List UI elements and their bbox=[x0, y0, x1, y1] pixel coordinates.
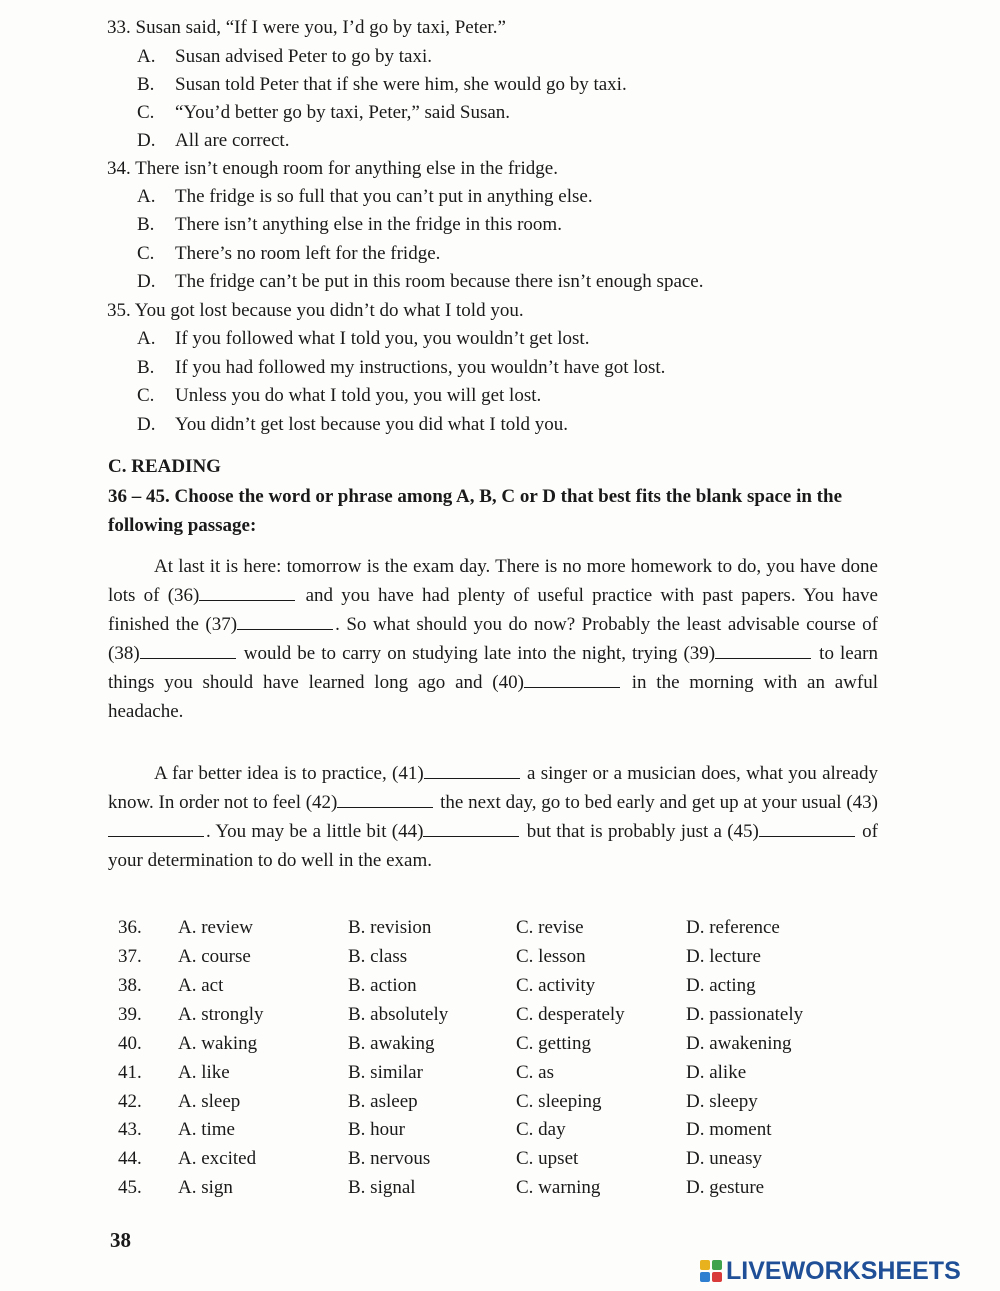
reading-instruction: 36 – 45. Choose the word or phrase among A, B, C or D that best fits the blank space in the following passage: bbox=[108, 486, 842, 536]
passage-paragraph-2: A far better idea is to practice, (41) a singer or a musician does, what you already know. In order not to feel (42) the next day, go to bed early and get up at your usual (43). You may be a little bit (44) but that is probably just a (45) of your determination to do well in the exam. bbox=[108, 759, 878, 875]
choice-b[interactable]: B. similar bbox=[348, 1062, 423, 1083]
blank-45[interactable] bbox=[759, 818, 855, 837]
choice-a[interactable]: A. sleep bbox=[178, 1091, 241, 1112]
blank-39[interactable] bbox=[715, 640, 811, 659]
choice-d[interactable]: D. reference bbox=[686, 917, 780, 938]
choice-c[interactable]: C. sleeping bbox=[516, 1091, 602, 1112]
section-title: C. READING bbox=[108, 456, 221, 477]
choice-b[interactable]: B. revision bbox=[348, 917, 432, 938]
question-35-option-d: D. You didn’t get lost because you did what I told you. bbox=[137, 414, 568, 435]
blank-40[interactable] bbox=[524, 669, 620, 688]
choice-a[interactable]: A. sign bbox=[178, 1177, 233, 1198]
choice-d[interactable]: D. alike bbox=[686, 1062, 747, 1083]
question-34-stem: 34. There isn’t enough room for anything else in the fridge. bbox=[107, 158, 558, 179]
question-35-stem: 35. You got lost because you didn’t do what I told you. bbox=[107, 300, 524, 321]
question-34-option-c: C. There’s no room left for the fridge. bbox=[137, 243, 441, 264]
choice-a[interactable]: A. like bbox=[178, 1062, 230, 1083]
choice-d[interactable]: D. gesture bbox=[686, 1177, 765, 1198]
blank-38[interactable] bbox=[140, 640, 236, 659]
liveworksheets-logo-text: LIVEWORKSHEETS bbox=[726, 1256, 961, 1285]
liveworksheets-logo-icon bbox=[700, 1260, 722, 1282]
question-33-stem: 33. Susan said, “If I were you, I’d go by taxi, Peter.” bbox=[107, 17, 506, 38]
logo-square-icon bbox=[712, 1260, 722, 1270]
logo-square-icon bbox=[700, 1272, 710, 1282]
choice-b[interactable]: B. asleep bbox=[348, 1091, 418, 1112]
choice-b[interactable]: B. nervous bbox=[348, 1148, 431, 1169]
choice-c[interactable]: C. getting bbox=[516, 1033, 591, 1054]
page-number: 38 bbox=[110, 1228, 131, 1252]
question-35-option-a: A. If you followed what I told you, you wouldn’t get lost. bbox=[137, 328, 590, 349]
liveworksheets-logo[interactable] bbox=[700, 1258, 961, 1284]
worksheet-page: 33. Susan said, “If I were you, I’d go by taxi, Peter.” A. Susan advised Peter to go by taxi. B. Susan told Peter that if she were him, she would go by taxi. C. “You’d better go by taxi, Peter,” said Susan. D. All are correct. 34. There isn’t enough room for anything else in the fridge. A. The fridge is so full that you can’t put in anything else. B. There isn’t anything else in the fridge in this room. C. There’s no room left for the fridge. D. The fridge can’t be put in this room because there isn’t enough space. 35. You got lost because you didn’t do what I told you. A. If you followed what I told you, you wouldn’t get lost. B. If you had followed my instructions, you wouldn’t have got lost. C. Unless you do what I told you, you will get lost. D. You didn’t get lost because you did what I told you. C. READING 36 – 45. Choose the word or phrase among A, B, C or D that best fits the blank space in the following passage: At last it is here: tomorrow is the exam day. There is no more homework to do, you have done lots of (36) and you have had plenty of useful practice with past papers. You have finished the (37) . So what should you do now? Probably the least advisable course of (38) would be to carry on studying late into the night, trying (39) to learn things you should have learned long ago and (40) in the morning with an awful headache. A far better idea is to practice, (41) a singer or a musician does, what you already know. In order not to feel (42) the next day, go to bed early and get up at your usual (43). You may be a little bit (44) but that is probably just a (45) of your determination to do well in the exam. 36. A. review B. revision C. revise D. reference 37. A. course B. class C. lesson D. lecture 38. A. act B. action C. activity D. acting 39. A. strongly B. absolutely C. desperately D. passionately 40. A. waking B. awaking C. getting D. awakening 41. A. like B. similar C. as D. alike 42. A. sleep B. asleep C. sleeping D. sleepy 43. A. time B. hour C. day D. moment 44. A. excited B. nervous C. upset D. uneasy 45. A. sign B. signal C. warning D. gesture 38 LIVEWORKSHEETS bbox=[0, 0, 1000, 1291]
choice-c[interactable]: C. day bbox=[516, 1119, 566, 1140]
choice-d[interactable]: D. acting bbox=[686, 975, 756, 996]
choice-a[interactable]: A. time bbox=[178, 1119, 235, 1140]
choice-b[interactable]: B. action bbox=[348, 975, 417, 996]
logo-square-icon bbox=[712, 1272, 722, 1282]
choice-d[interactable]: D. passionately bbox=[686, 1004, 804, 1025]
blank-43[interactable] bbox=[108, 818, 204, 837]
choice-c[interactable]: C. desperately bbox=[516, 1004, 625, 1025]
question-33-option-b: B. Susan told Peter that if she were him, she would go by taxi. bbox=[137, 74, 627, 95]
question-35-option-c: C. Unless you do what I told you, you will get lost. bbox=[137, 385, 542, 406]
blank-36[interactable] bbox=[199, 582, 295, 601]
choice-a[interactable]: A. waking bbox=[178, 1033, 258, 1054]
choice-d[interactable]: D. uneasy bbox=[686, 1148, 762, 1169]
blank-42[interactable] bbox=[337, 789, 433, 808]
question-34-option-a: A. The fridge is so full that you can’t put in anything else. bbox=[137, 186, 593, 207]
choice-b[interactable]: B. absolutely bbox=[348, 1004, 449, 1025]
choice-d[interactable]: D. sleepy bbox=[686, 1091, 758, 1112]
question-35-option-b: B. If you had followed my instructions, you wouldn’t have got lost. bbox=[137, 357, 666, 378]
choice-a[interactable]: A. strongly bbox=[178, 1004, 264, 1025]
question-33-option-c: C. “You’d better go by taxi, Peter,” said Susan. bbox=[137, 102, 511, 123]
choice-b[interactable]: B. hour bbox=[348, 1119, 405, 1140]
choice-c[interactable]: C. warning bbox=[516, 1177, 601, 1198]
blank-44[interactable] bbox=[423, 818, 519, 837]
choice-b[interactable]: B. class bbox=[348, 946, 408, 967]
question-33-option-a: A. Susan advised Peter to go by taxi. bbox=[137, 46, 432, 67]
choice-d[interactable]: D. moment bbox=[686, 1119, 772, 1140]
choice-c[interactable]: C. activity bbox=[516, 975, 596, 996]
choice-b[interactable]: B. signal bbox=[348, 1177, 416, 1198]
question-34-option-d: D. The fridge can’t be put in this room because there isn’t enough space. bbox=[137, 271, 704, 292]
question-34-option-b: B. There isn’t anything else in the fridge in this room. bbox=[137, 214, 562, 235]
choice-c[interactable]: C. revise bbox=[516, 917, 584, 938]
blank-37[interactable] bbox=[237, 611, 333, 630]
passage-paragraph-1: At last it is here: tomorrow is the exam day. There is no more homework to do, you have done lots of (36) and you have had plenty of useful practice with past papers. You have finished the (37) . So what should you do now? Probably the least advisable course of (38) would be to carry on studying late into the night, trying (39) to learn things you should have learned long ago and (40) in the morning with an awful headache. bbox=[108, 556, 878, 722]
choice-a[interactable]: A. act bbox=[178, 975, 224, 996]
choice-c[interactable]: C. lesson bbox=[516, 946, 586, 967]
choice-c[interactable]: C. as bbox=[516, 1062, 554, 1083]
choice-b[interactable]: B. awaking bbox=[348, 1033, 435, 1054]
choice-d[interactable]: D. awakening bbox=[686, 1033, 792, 1054]
question-33-option-d: D. All are correct. bbox=[137, 130, 290, 151]
logo-square-icon bbox=[700, 1260, 710, 1270]
choice-a[interactable]: A. course bbox=[178, 946, 251, 967]
choice-d[interactable]: D. lecture bbox=[686, 946, 761, 967]
blank-41[interactable] bbox=[424, 760, 520, 779]
choice-c[interactable]: C. upset bbox=[516, 1148, 579, 1169]
choice-a[interactable]: A. review bbox=[178, 917, 253, 938]
choice-a[interactable]: A. excited bbox=[178, 1148, 257, 1169]
